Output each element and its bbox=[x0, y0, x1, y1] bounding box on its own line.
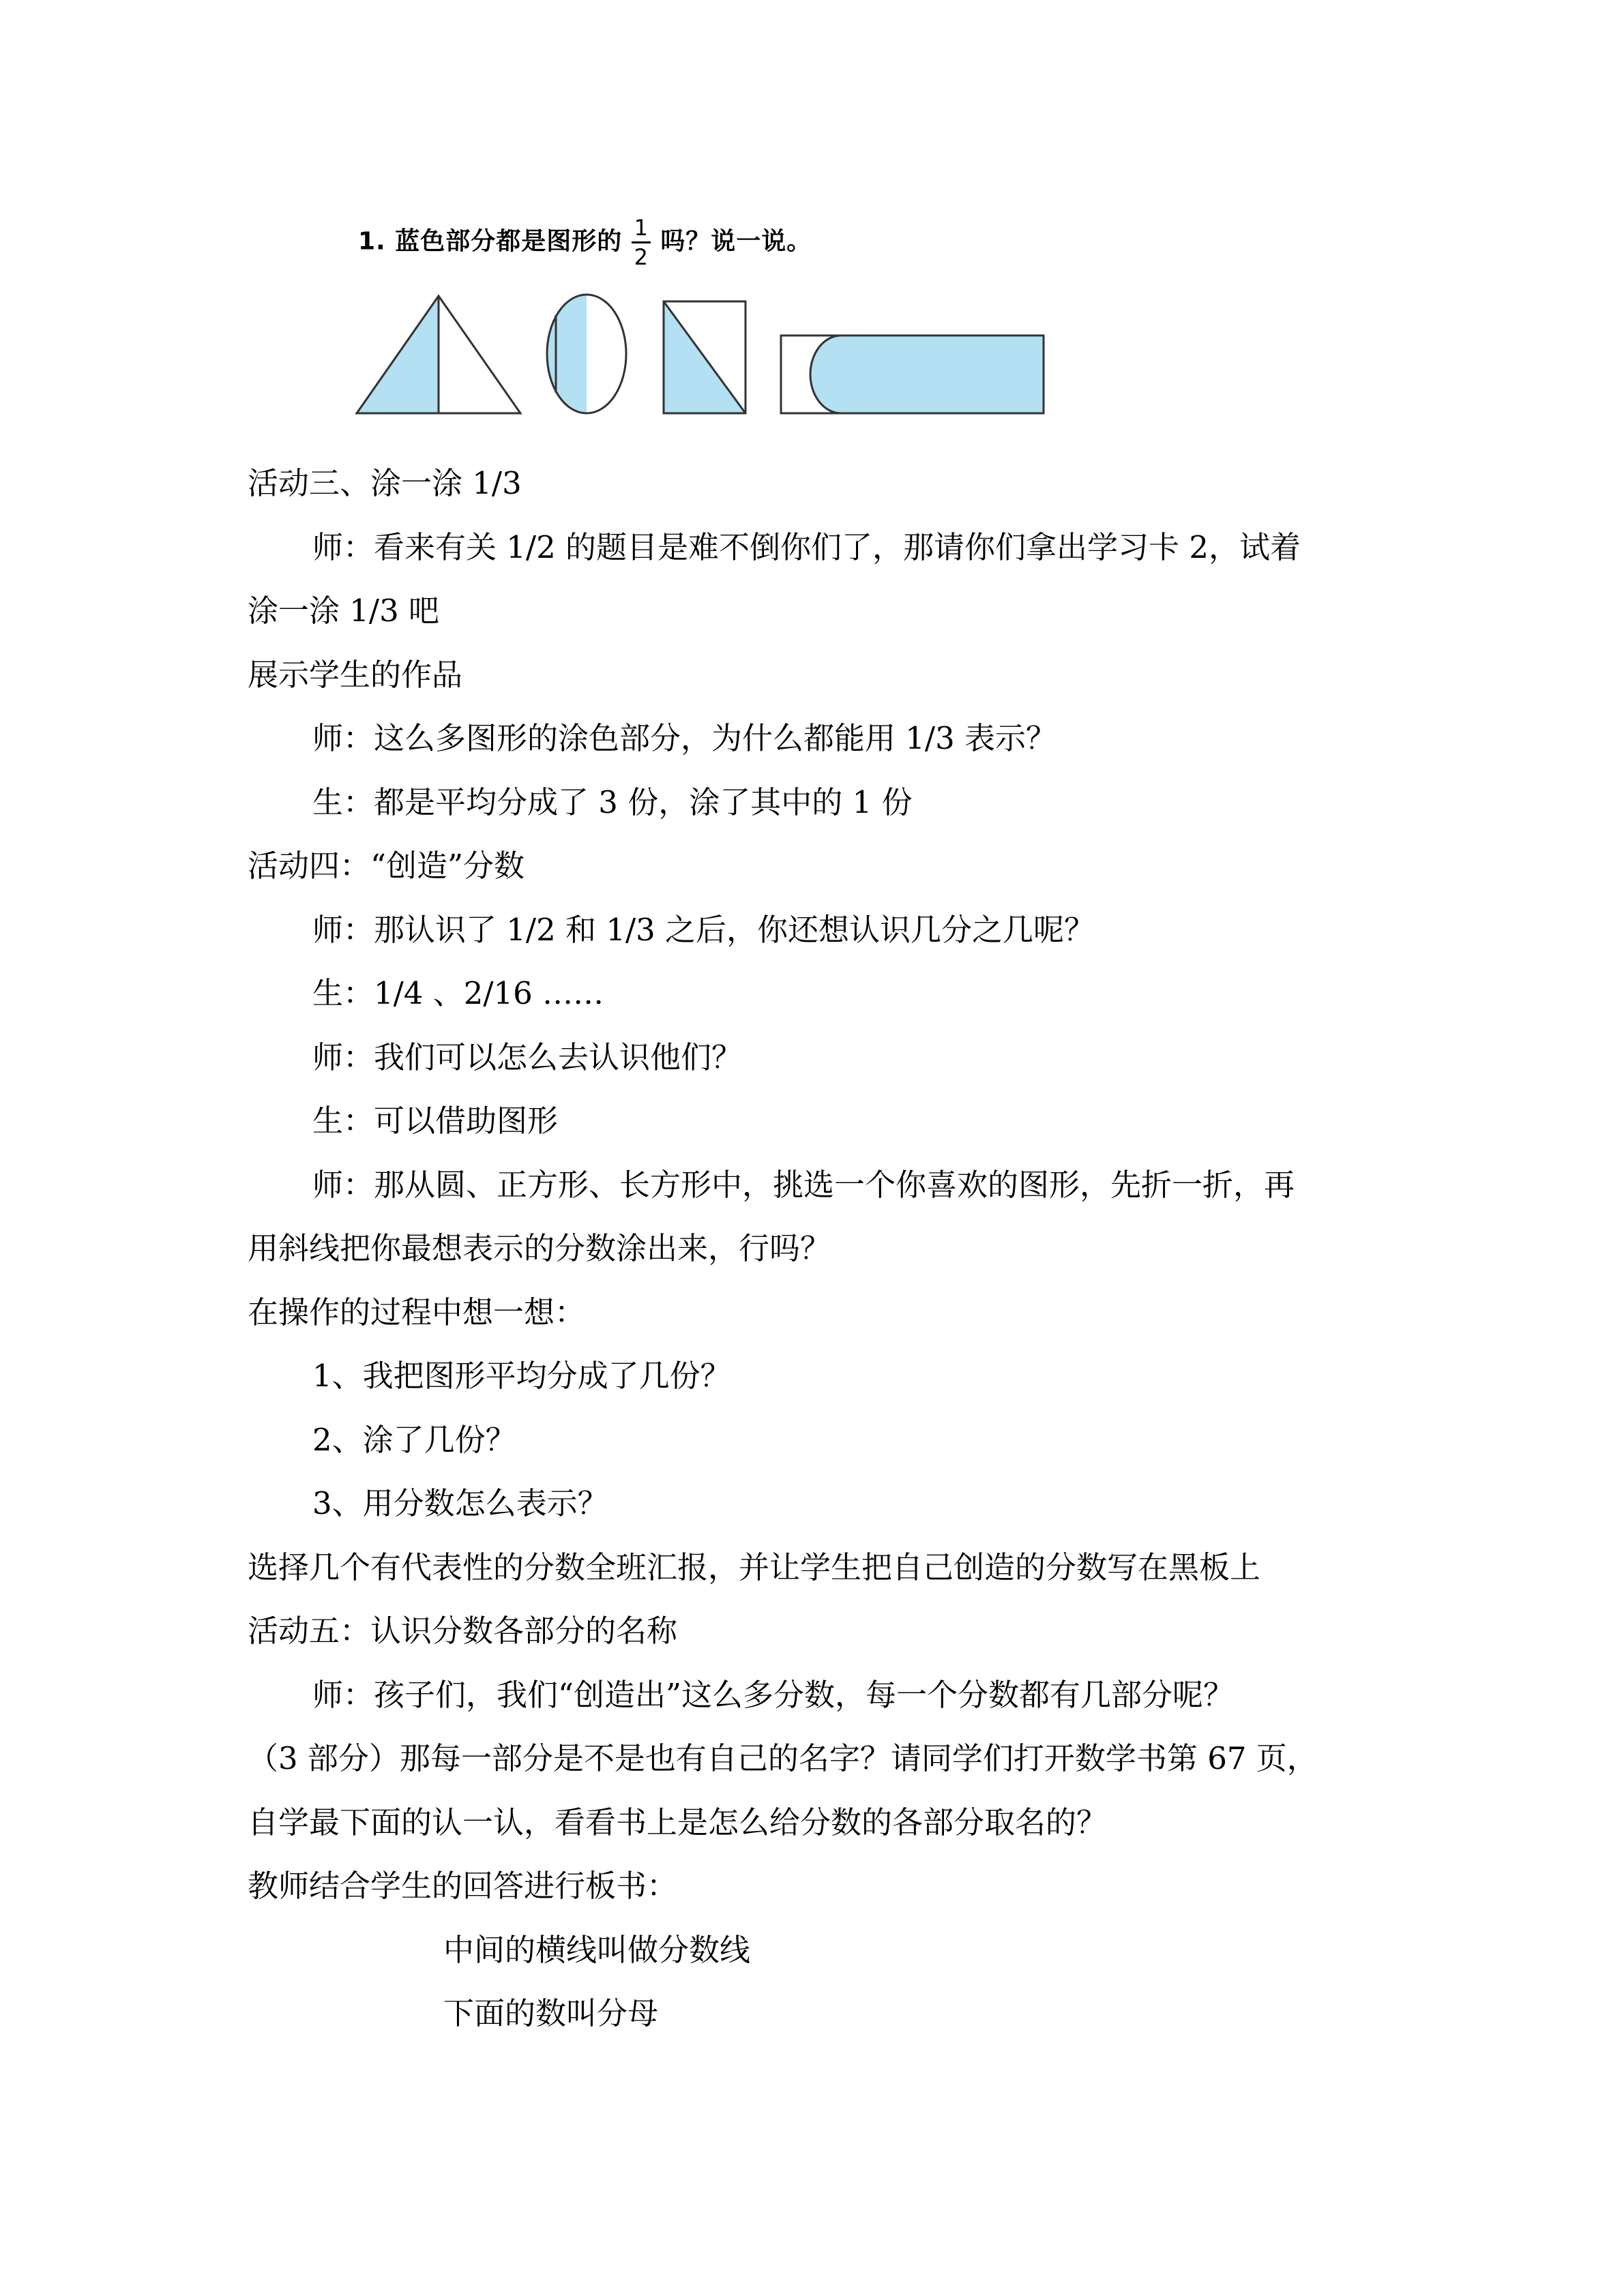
text-line: 选择几个有代表性的分数全班汇报，并让学生把自己创造的分数写在黑板上 bbox=[248, 1549, 1261, 1585]
activity-three-heading: 活动三、涂一涂 1/3 bbox=[248, 465, 522, 501]
list-item: 3、用分数怎么表示？ bbox=[312, 1485, 608, 1521]
square-shape bbox=[664, 301, 745, 413]
board-note: 下面的数叫分母 bbox=[443, 1995, 659, 2031]
text-line: 师：那认识了 1/2 和 1/3 之后，你还想认识几分之几呢？ bbox=[312, 912, 1095, 948]
text-line: 涂一涂 1/3 吧 bbox=[248, 593, 440, 629]
figure-question-prefix: 1. 蓝色部分都是图形的 bbox=[358, 227, 623, 256]
triangle-shape bbox=[357, 296, 520, 413]
text-line: 生：1/4 、2/16 …… bbox=[312, 975, 604, 1011]
text-line: 教师结合学生的回答进行板书： bbox=[248, 1868, 678, 1904]
text-line: 师：这么多图形的涂色部分，为什么都能用 1/3 表示？ bbox=[312, 720, 1057, 756]
text-line: 生：可以借助图形 bbox=[312, 1103, 559, 1139]
fraction-bar bbox=[632, 241, 651, 243]
fraction-denominator: 2 bbox=[634, 244, 649, 270]
text-line: 在操作的过程中想一想： bbox=[248, 1294, 586, 1330]
text-line: （3 部分）那每一部分是不是也有自己的名字？请同学们打开数学书第 67 页， bbox=[248, 1740, 1318, 1776]
text-line: 自学最下面的认一认，看看书上是怎么给分数的各部分取名的？ bbox=[248, 1804, 1108, 1840]
text-line: 师：看来有关 1/2 的题目是难不倒你们了，那请你们拿出学习卡 2，试着 bbox=[312, 529, 1301, 565]
fraction-one-half bbox=[632, 217, 651, 268]
fraction-numerator: 1 bbox=[634, 215, 649, 241]
list-item: 2、涂了几份？ bbox=[312, 1422, 516, 1458]
rectangle-shape bbox=[781, 336, 1044, 413]
figure-question bbox=[358, 217, 812, 268]
activity-five-heading: 活动五：认识分数各部分的名称 bbox=[248, 1613, 678, 1649]
board-note: 中间的横线叫做分数线 bbox=[443, 1932, 751, 1968]
text-line: 用斜线把你最想表示的分数涂出来，行吗？ bbox=[248, 1230, 831, 1266]
text-line: 展示学生的作品 bbox=[248, 657, 463, 693]
text-line: 师：我们可以怎么去认识他们？ bbox=[312, 1039, 743, 1075]
text-line: 生：都是平均分成了 3 份，涂了其中的 1 份 bbox=[312, 784, 913, 820]
text-line: 师：那从圆、正方形、长方形中，挑选一个你喜欢的图形，先折一折，再 bbox=[312, 1167, 1295, 1203]
textbook-figure bbox=[351, 205, 1054, 423]
shapes-row bbox=[351, 286, 1054, 416]
text-line: 师：孩子们，我们“创造出”这么多分数，每一个分数都有几部分呢？ bbox=[312, 1677, 1235, 1713]
activity-four-heading: 活动四：“创造”分数 bbox=[248, 848, 525, 884]
list-item: 1、我把图形平均分成了几份？ bbox=[312, 1358, 731, 1394]
oval-shape bbox=[547, 295, 626, 413]
figure-question-suffix: 吗？说一说。 bbox=[660, 227, 812, 256]
